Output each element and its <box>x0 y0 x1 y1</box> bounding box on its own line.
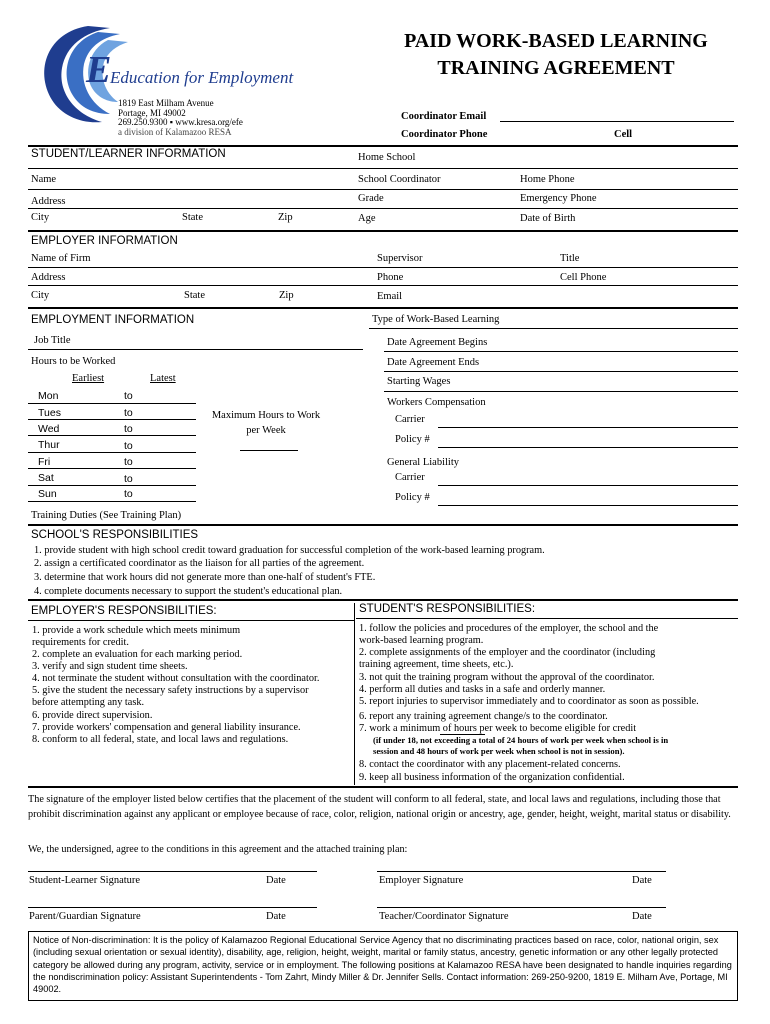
home-phone-label: Home Phone <box>520 174 575 185</box>
divider <box>28 349 363 350</box>
list-item: before attempting any task. <box>32 697 145 708</box>
coordinator-email-field[interactable] <box>500 121 734 122</box>
list-item: 2. assign a certificated coordinator as the liaison for all parties of the agreement. <box>34 558 365 569</box>
parent-signature-line[interactable] <box>28 907 317 908</box>
school-resp-heading: SCHOOL'S RESPONSIBILITIES <box>31 529 199 541</box>
employer-email-label: Email <box>377 291 403 302</box>
student-resp-heading: STUDENT'S RESPONSIBILITIES: <box>359 603 536 615</box>
divider <box>28 168 738 169</box>
student-state-label: State <box>182 212 203 223</box>
divider <box>28 452 196 453</box>
parent-signature-label: Parent/Guardian Signature <box>29 911 141 922</box>
day-label: Mon <box>38 390 59 402</box>
divider <box>28 285 738 286</box>
workers-comp-label: Workers Compensation <box>387 397 486 408</box>
day-label: Fri <box>38 456 51 468</box>
date-ends-label: Date Agreement Ends <box>387 357 480 368</box>
list-item: 5. give the student the necessary safety instructions by a supervisor <box>32 685 309 696</box>
job-title-label: Job Title <box>34 335 71 346</box>
list-item: requirements for credit. <box>32 637 129 648</box>
divider <box>28 524 738 526</box>
max-hours-label: Maximum Hours to Work <box>211 410 321 421</box>
earliest-label: Earliest <box>72 373 105 384</box>
employer-state-label: State <box>184 290 205 301</box>
divider <box>28 403 196 404</box>
teacher-date-label: Date <box>632 911 652 922</box>
employer-zip-label: Zip <box>279 290 294 301</box>
parent-date-label: Date <box>266 911 286 922</box>
employer-section-heading: EMPLOYER INFORMATION <box>31 235 178 247</box>
to-label: to <box>124 488 133 500</box>
divider <box>28 620 354 621</box>
day-label: Sat <box>38 472 54 484</box>
address-line-3: 269.250.9300 ▪ www.kresa.org/efe <box>118 117 243 127</box>
list-item: 4. not terminate the student without consultation with the coordinator. <box>32 673 320 684</box>
employment-section-heading: EMPLOYMENT INFORMATION <box>31 314 195 326</box>
list-item: 1. provide a work schedule which meets minimum <box>32 625 241 636</box>
divider <box>438 427 738 428</box>
student-date-label: Date <box>266 875 286 886</box>
emergency-phone-label: Emergency Phone <box>520 193 597 204</box>
to-label: to <box>124 390 133 402</box>
employer-city-label: City <box>31 290 50 301</box>
list-item: 3. determine that work hours did not generate more than one-half of student's FTE. <box>34 572 376 583</box>
list-item: 4. complete documents necessary to support the student's educational plan. <box>34 586 343 597</box>
cell-label: Cell <box>614 129 633 140</box>
max-hours-label-2: per Week <box>246 425 286 436</box>
divider <box>28 468 196 469</box>
home-school-label: Home School <box>358 152 416 163</box>
list-item: 7. provide workers' compensation and general liability insurance. <box>32 722 301 733</box>
list-item: 5. report injuries to supervisor immediately and to coordinator as soon as possible. <box>359 696 699 707</box>
logo-text: Education for Employment <box>110 68 294 87</box>
divider <box>438 485 738 486</box>
student-section-heading: STUDENT/LEARNER INFORMATION <box>31 148 226 160</box>
divider <box>384 371 738 372</box>
divider <box>28 208 738 209</box>
student-zip-label: Zip <box>278 212 293 223</box>
school-coordinator-label: School Coordinator <box>358 174 441 185</box>
employer-resp-heading: EMPLOYER'S RESPONSIBILITIES: <box>31 605 217 617</box>
divider <box>28 267 738 268</box>
nondiscrimination-notice: Notice of Non-discrimination: It is the policy of Kalamazoo Regional Educational Service Agency that no discriminating practices based on race, color, national origin, sex (including sexual orientation or sexual identity), disability, age, religion, height, weight, marital or family status, ancestry, genetic information or any other legally protected category be allowed during any program, activity, service or in employment. The following positions at Kalamazoo RESA have been designated to handle inquiries regarding the nondiscrimination policy: Assistant Superintendents - Tom Zahrt, Mindy Miller & Dr. Jennifer Sells. Contact information: 269-250-9200, 1819 E. Milham Ave, Portage, MI 49002. <box>33 935 732 995</box>
divider <box>28 230 738 232</box>
divider <box>28 786 738 788</box>
divider <box>369 328 738 329</box>
supervisor-title-label: Title <box>560 253 580 264</box>
employer-date-label: Date <box>632 875 652 886</box>
wc-carrier-label: Carrier <box>395 414 425 425</box>
list-item: 6. report any training agreement change/s to the coordinator. <box>359 711 608 722</box>
day-label: Wed <box>38 423 60 435</box>
student-city-label: City <box>31 212 50 223</box>
address-line-4: a division of Kalamazoo RESA <box>118 127 232 137</box>
to-label: to <box>124 440 133 452</box>
list-item: 1. provide student with high school credit toward graduation for successful completion of the work-based learning program. <box>34 545 545 556</box>
firm-name-label: Name of Firm <box>31 253 91 264</box>
list-item: 3. verify and sign student time sheets. <box>32 661 188 672</box>
teacher-signature-label: Teacher/Coordinator Signature <box>379 911 509 922</box>
day-label: Thur <box>38 439 60 451</box>
form-title-line-2: TRAINING AGREEMENT <box>437 57 675 79</box>
general-liability-label: General Liability <box>387 457 460 468</box>
divider <box>384 351 738 352</box>
to-label: to <box>124 456 133 468</box>
to-label: to <box>124 473 133 485</box>
divider <box>28 419 196 420</box>
list-item: 2. complete an evaluation for each marking period. <box>32 649 243 660</box>
wc-policy-label: Policy # <box>395 434 430 445</box>
employer-signature-label: Employer Signature <box>379 875 464 886</box>
grade-label: Grade <box>358 193 384 204</box>
gl-carrier-label: Carrier <box>395 472 425 483</box>
divider <box>28 485 196 486</box>
list-item: 8. conform to all federal, state, and local laws and regulations. <box>32 734 289 745</box>
form-title-line-1: PAID WORK-BASED LEARNING <box>404 30 708 52</box>
age-label: Age <box>358 213 376 224</box>
student-address-label: Address <box>31 196 66 207</box>
divider <box>28 189 738 190</box>
employer-phone-label: Phone <box>377 272 404 283</box>
wbl-type-label: Type of Work-Based Learning <box>372 314 500 325</box>
list-item: 8. contact the coordinator with any placement-related concerns. <box>359 759 621 770</box>
divider <box>28 501 196 502</box>
starting-wages-label: Starting Wages <box>387 376 451 387</box>
latest-label: Latest <box>150 373 176 384</box>
address-line-2: Portage, MI 49002 <box>118 108 186 118</box>
list-item: 9. keep all business information of the organization confidential. <box>359 772 625 783</box>
divider <box>384 391 738 392</box>
column-divider <box>354 603 355 785</box>
max-hours-field[interactable] <box>240 450 298 451</box>
list-item: 7. work a minimum of hours per week to become eligible for credit <box>359 723 637 734</box>
certification-text: The signature of the employer listed below certifies that the placement of the student will conform to all federal, state, and local laws and regulations, including those that prohibit discrimination against any applicant or employee because of race, color, religion, national origin or ancestry, age, gender, height, weight, marital status or disability. <box>28 794 731 820</box>
coordinator-phone-label: Coordinator Phone <box>401 129 488 140</box>
student-name-label: Name <box>31 174 57 185</box>
logo-e-letter: E <box>86 49 112 91</box>
student-signature-label: Student-Learner Signature <box>29 875 141 886</box>
divider <box>438 447 738 448</box>
to-label: to <box>124 423 133 435</box>
hours-worked-label: Hours to be Worked <box>31 356 116 367</box>
employer-signature-line[interactable] <box>377 871 666 872</box>
to-label: to <box>124 407 133 419</box>
divider <box>356 618 738 619</box>
divider <box>28 145 738 147</box>
day-label: Tues <box>38 407 61 419</box>
agreement-text: We, the undersigned, agree to the conditions in this agreement and the attached training plan: <box>28 844 408 855</box>
teacher-signature-line[interactable] <box>377 907 666 908</box>
divider <box>28 599 738 601</box>
list-item: training agreement, time sheets, etc.). <box>359 659 514 670</box>
list-item: 3. not quit the training program without the approval of the coordinator. <box>359 672 655 683</box>
list-item: 4. perform all duties and tasks in a safe and orderly manner. <box>359 684 606 695</box>
list-item: (if under 18, not exceeding a total of 24 hours of work per week when school is in <box>373 735 669 745</box>
list-item: 1. follow the policies and procedures of the employer, the school and the <box>359 623 659 634</box>
divider <box>28 307 738 309</box>
training-duties-label: Training Duties (See Training Plan) <box>31 510 182 521</box>
student-signature-line[interactable] <box>28 871 317 872</box>
list-item: session and 48 hours of work per week when school is not in session). <box>373 746 625 756</box>
list-item: work-based learning program. <box>359 635 484 646</box>
date-begins-label: Date Agreement Begins <box>387 337 488 348</box>
employer-address-label: Address <box>31 272 66 283</box>
address-line-1: 1819 East Milham Avenue <box>118 98 214 108</box>
employer-cell-label: Cell Phone <box>560 272 607 283</box>
supervisor-label: Supervisor <box>377 253 423 264</box>
list-item: 6. provide direct supervision. <box>32 710 153 721</box>
divider <box>438 505 738 506</box>
day-label: Sun <box>38 488 57 500</box>
dob-label: Date of Birth <box>520 213 576 224</box>
list-item: 2. complete assignments of the employer and the coordinator (including <box>359 647 656 658</box>
gl-policy-label: Policy # <box>395 492 430 503</box>
divider <box>28 435 196 436</box>
coordinator-email-label: Coordinator Email <box>401 111 487 122</box>
